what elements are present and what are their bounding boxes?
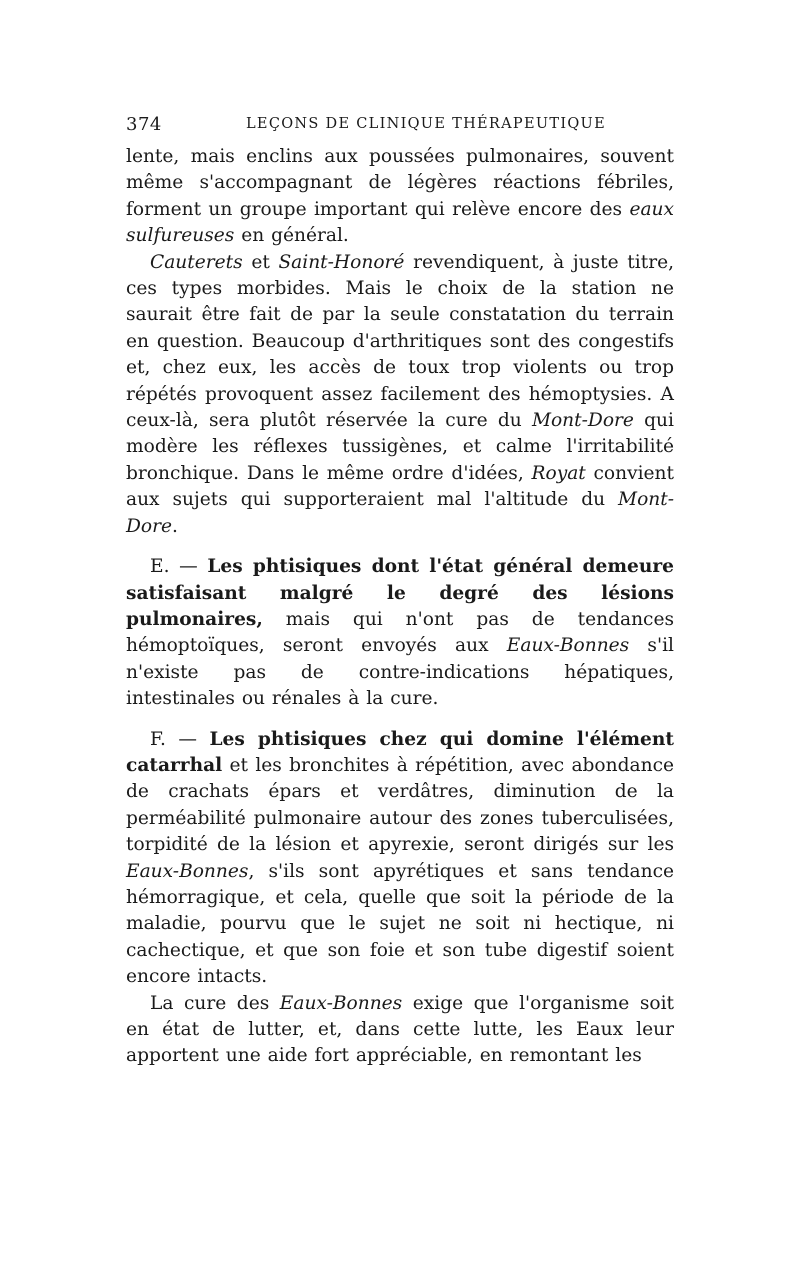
text-run: convient aux sujets qui supporteraient mal l'altitude du xyxy=(126,462,674,511)
text-run: qui modère les réflexes tussigènes, et calme l'irritabilité bronchique. Dans le même ordre d'idées, xyxy=(126,410,674,484)
text-run: en général. xyxy=(234,225,349,247)
paragraph-cauterets xyxy=(126,250,674,540)
text-run: . xyxy=(172,515,178,537)
bold-heading-run: Les phtisiques dont l'état général demeure satisfaisant malgré le degré des lésions pulmonaires, xyxy=(126,556,674,630)
italic-place-name: Eaux-Bonnes xyxy=(279,992,403,1014)
italic-place-name: Saint-Honoré xyxy=(278,251,405,273)
running-title: LEÇONS DE CLINIQUE THÉRAPEUTIQUE xyxy=(246,116,606,132)
text-run: lente, mais enclins aux poussées pulmonaires, souvent même s'accompagnant de légères réactions fébriles, forment un groupe important qui relève encore des xyxy=(126,146,674,220)
page-number: 374 xyxy=(126,114,162,135)
text-run: mais qui n'ont pas de tendances hémoptoïques, seront envoyés aux xyxy=(126,608,674,657)
italic-place-name: Eaux-Bonnes xyxy=(126,860,249,882)
text-run: , s'ils sont apyrétiques et sans tendance hémorragique, et cela, quelle que soit la période de la maladie, pourvu que le sujet ne soit ni hectique, ni cachectique, et que son foie et son tube digestif soient encore intacts. xyxy=(126,860,674,988)
section-label: F. — xyxy=(150,728,210,750)
paragraph-eaux-bonnes-cure xyxy=(126,991,674,1070)
text-run: et les bronchites à répétition, avec abondance de crachats épars et verdâtres, diminution de la perméabilité pulmonaire autour des zones tuberculisées, torpidité de la lésion et apyrexie, seront dirigés sur les xyxy=(126,754,674,856)
italic-place-name: Mont-Dore xyxy=(126,489,674,537)
running-head xyxy=(126,114,674,144)
text-run: revendiquent, à juste titre, ces types morbides. Mais le choix de la station ne saurait être fait de par la seule constatation du terrain en question. Beaucoup d'arthritiques sont des congestifs et, chez eux, les accès de toux trop violents ou trop répétés provoquent assez facilement des hémoptysies. A ceux-là, sera plutôt réservée la cure du xyxy=(126,251,674,432)
italic-place-name: Mont-Dore xyxy=(531,410,634,432)
paragraph-section-f xyxy=(126,727,674,991)
bold-heading-run: Les phtisiques chez qui domine l'élément catarrhal xyxy=(126,728,674,776)
paragraph-section-e xyxy=(126,554,674,712)
text-run: La cure des xyxy=(150,992,280,1014)
paragraph-continuation xyxy=(126,144,674,250)
text-run: exige que l'organisme soit en état de lutter, et, dans cette lutte, les Eaux leur apportent une aide fort appréciable, en remontant les xyxy=(126,992,675,1067)
italic-place-name: Royat xyxy=(531,462,586,484)
text-run: et xyxy=(242,251,279,273)
italic-place-name: Cauterets xyxy=(150,251,243,273)
italic-term: eaux sulfureuses xyxy=(126,198,674,247)
italic-place-name: Eaux-Bonnes xyxy=(506,635,630,657)
section-label: E. — xyxy=(150,556,208,578)
book-page xyxy=(126,114,674,1070)
text-run: s'il n'existe pas de contre-indications hépatiques, intestinales ou rénales à la cure. xyxy=(126,635,674,710)
